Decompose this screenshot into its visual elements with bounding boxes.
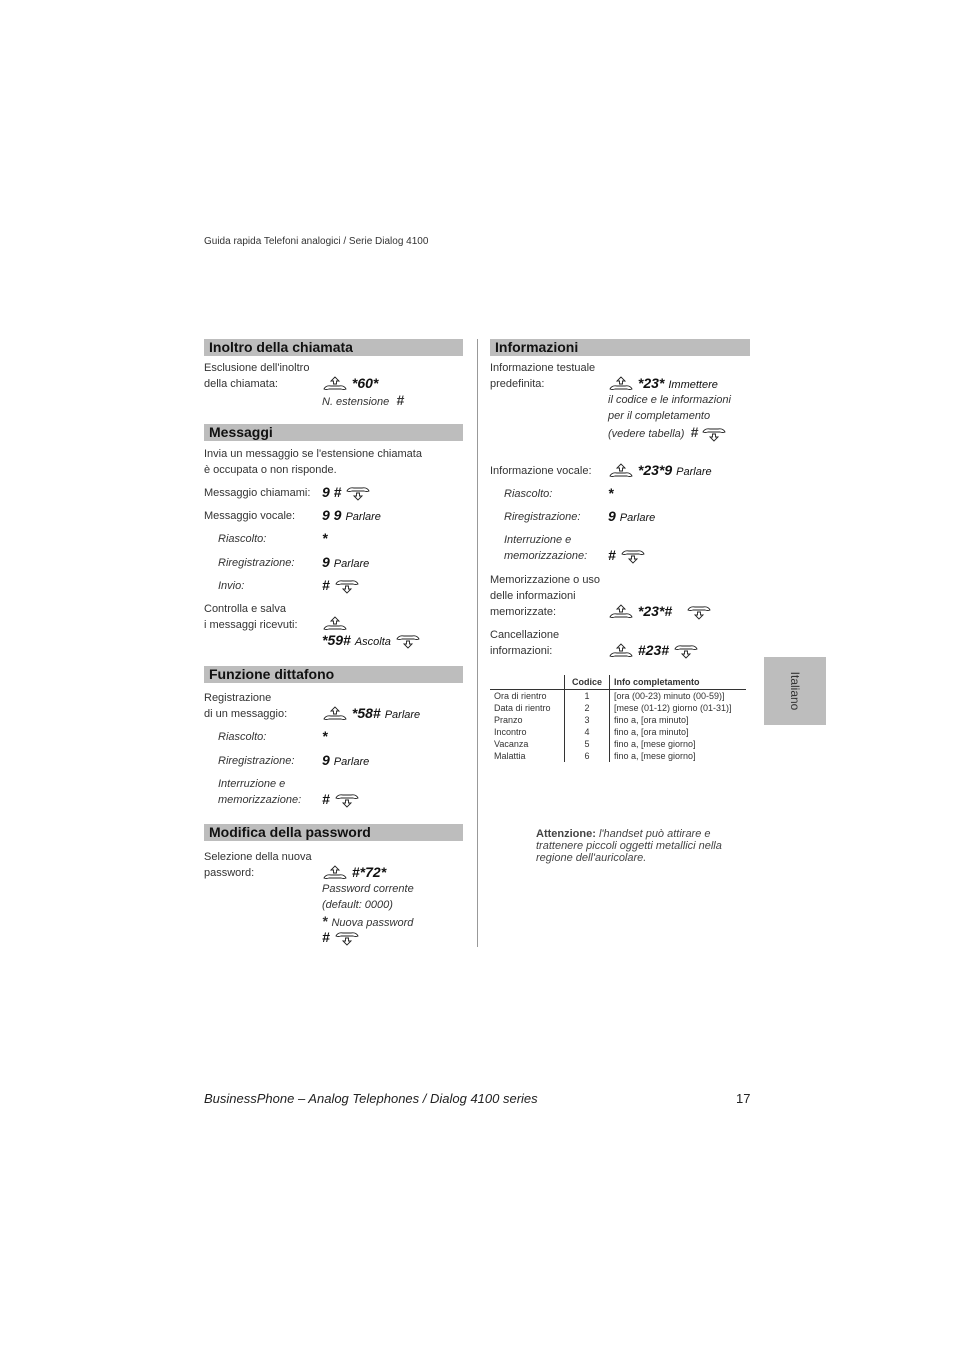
table-header-codice: Codice — [565, 675, 610, 690]
testuale-text-1: Immettere — [668, 379, 718, 391]
dittafono-riascolto-label: Riascolto: — [218, 731, 267, 743]
page-number: 17 — [736, 1091, 751, 1106]
info-vocale-code-text: *23*9 — [637, 462, 673, 478]
dittafono-int-2: memorizzazione: — [218, 794, 302, 806]
testuale-text-4-label: (vedere tabella) — [608, 428, 685, 440]
inoltro-label-2: della chiamata: — [204, 378, 278, 390]
controlla-code — [322, 632, 421, 650]
info-int-2: memorizzazione: — [504, 550, 588, 562]
rireg-parlare: Parlare — [333, 558, 370, 570]
dittafono-rireg-label: Riregistrazione: — [218, 755, 295, 767]
table-cell-code: 1 — [565, 690, 610, 703]
handset-replace-icon — [395, 633, 421, 649]
handset-replace-icon — [673, 643, 699, 659]
table-header-empty — [490, 675, 565, 690]
table-cell-info: [ora (00-23) minuto (00-59)] — [610, 690, 747, 703]
dittafono-code — [322, 705, 420, 723]
info-rireg-code — [608, 508, 655, 526]
handset-lift-icon — [322, 865, 348, 881]
testuale-text-4 — [608, 424, 727, 442]
testuale-label-2: predefinita: — [490, 378, 545, 390]
messaggi-intro-1: Invia un messaggio se l'estensione chiamata — [204, 448, 422, 460]
canc-label-1: Cancellazione — [490, 629, 560, 641]
section-title-messaggi: Messaggi — [204, 424, 463, 441]
dittafono-reg-2: di un messaggio: — [204, 708, 288, 720]
dittafono-int-code — [322, 791, 360, 808]
mem-code — [608, 603, 712, 620]
invio-code — [322, 577, 360, 594]
inoltro-hash: # — [396, 392, 405, 408]
info-vocale-parlare: Parlare — [676, 466, 712, 478]
rireg-code-text: 9 — [322, 554, 330, 570]
dittafono-code-text: *58# — [351, 705, 381, 721]
info-riascolto-label: Riascolto: — [504, 488, 553, 500]
dittafono-rireg-code — [322, 752, 369, 770]
password-default: (default: 0000) — [322, 899, 393, 911]
table-cell-name: Pranzo — [494, 715, 523, 725]
inoltro-code-text: *60* — [351, 375, 379, 391]
table-row — [490, 726, 746, 738]
invio-label: Invio: — [218, 580, 245, 592]
handset-lift-icon — [322, 706, 348, 722]
table-row — [490, 702, 746, 714]
table-row — [490, 738, 746, 750]
info-int-code — [608, 547, 646, 564]
column-divider — [477, 339, 478, 947]
info-rireg-label: Riregistrazione: — [504, 511, 581, 523]
vocale-label: Messaggio vocale: — [204, 510, 296, 522]
controlla-handset — [322, 615, 348, 633]
testuale-label-1: Informazione testuale — [490, 362, 596, 374]
handset-replace-icon — [701, 426, 727, 442]
section-title-dittafono: Funzione dittafono — [204, 666, 463, 683]
table-header-info: Info completamento — [610, 675, 747, 690]
table-cell-info: fino a, [mese giorno] — [610, 738, 747, 750]
vocale-parlare: Parlare — [345, 511, 381, 523]
section-title-inoltro: Inoltro della chiamata — [204, 339, 463, 356]
info-vocale-code — [608, 462, 712, 480]
testuale-code-text: *23* — [637, 375, 665, 391]
mem-label-2: delle informazioni — [490, 590, 576, 602]
rireg-code — [322, 554, 369, 572]
table-cell-info: fino a, [mese giorno] — [610, 750, 747, 762]
table-cell-code: 2 — [565, 702, 610, 714]
rireg-label: Riregistrazione: — [218, 557, 295, 569]
table-cell-name: Vacanza — [494, 739, 529, 749]
table-cell-name: Ora di rientro — [494, 691, 547, 701]
handset-replace-icon — [334, 578, 360, 594]
table-cell-info: [mese (01-12) giorno (01-31)] — [610, 702, 747, 714]
table-header-row — [490, 675, 746, 690]
table-cell-code: 4 — [565, 726, 610, 738]
table-row — [490, 714, 746, 726]
info-riascolto-code: * — [608, 485, 614, 501]
info-int-1: Interruzione e — [504, 534, 572, 546]
chiamami-code-text: 9 # — [322, 484, 342, 500]
messaggi-intro-2: è occupata o non risponde. — [204, 464, 337, 476]
controlla-label-1: Controlla e salva — [204, 603, 286, 615]
vocale-code-text: 9 9 — [322, 507, 342, 523]
riascolto-label: Riascolto: — [218, 533, 267, 545]
handset-lift-icon — [608, 376, 634, 392]
riascolto-code: * — [322, 530, 328, 546]
password-end — [322, 929, 360, 946]
handset-lift-icon — [608, 604, 634, 620]
table-cell-name: Incontro — [494, 727, 527, 737]
inoltro-code — [322, 375, 378, 392]
controlla-label-2: i messaggi ricevuti: — [204, 619, 298, 631]
testuale-code — [608, 375, 718, 393]
inoltro-ext — [322, 392, 404, 410]
handset-replace-icon — [334, 930, 360, 946]
info-int-code-text: # — [608, 547, 616, 563]
table-row — [490, 750, 746, 762]
chiamami-code — [322, 484, 371, 501]
dittafono-parlare: Parlare — [384, 709, 421, 721]
mem-code-text: *23*# — [637, 603, 673, 619]
inoltro-ext-label: N. estensione — [322, 396, 390, 408]
dittafono-rireg-code-text: 9 — [322, 752, 330, 768]
canc-code-text: #23# — [637, 642, 670, 658]
testuale-text-2: il codice e le informazioni — [608, 394, 731, 406]
info-rireg-parlare: Parlare — [619, 512, 656, 524]
info-completamento-table — [490, 675, 746, 762]
info-rireg-code-text: 9 — [608, 508, 616, 524]
handset-replace-icon — [345, 485, 371, 501]
inoltro-label-1: Esclusione dell'inoltro — [204, 362, 310, 374]
handset-lift-icon — [608, 463, 634, 479]
handset-replace-icon — [686, 604, 712, 620]
password-code — [322, 864, 386, 881]
mem-label-3: memorizzate: — [490, 606, 557, 618]
password-star: * — [322, 913, 328, 929]
dittafono-int-1: Interruzione e — [218, 778, 286, 790]
attention-note — [536, 828, 746, 864]
testuale-text-3: per il completamento — [608, 410, 711, 422]
canc-code — [608, 642, 699, 659]
dittafono-int-code-text: # — [322, 791, 330, 807]
section-title-informazioni: Informazioni — [490, 339, 750, 356]
table-cell-code: 6 — [565, 750, 610, 762]
language-tab — [764, 657, 826, 725]
info-vocale-label: Informazione vocale: — [490, 465, 592, 477]
handset-lift-icon — [322, 376, 348, 392]
password-hash: # — [322, 929, 330, 945]
password-new-label: Nuova password — [331, 917, 414, 929]
handset-replace-icon — [620, 548, 646, 564]
dittafono-rireg-parlare: Parlare — [333, 756, 370, 768]
dittafono-riascolto-code: * — [322, 728, 328, 744]
section-title-password: Modifica della password — [204, 824, 463, 841]
table-cell-code: 5 — [565, 738, 610, 750]
handset-replace-icon — [334, 792, 360, 808]
vocale-code — [322, 507, 381, 525]
canc-label-2: informazioni: — [490, 645, 553, 657]
password-code-text: #*72* — [351, 864, 387, 880]
password-label-1: Selezione della nuova — [204, 851, 312, 863]
mem-label-1: Memorizzazione o uso — [490, 574, 601, 586]
handset-lift-icon — [322, 616, 348, 632]
language-tab-label: Italiano — [788, 671, 802, 711]
password-label-2: password: — [204, 867, 255, 879]
testuale-hash: # — [690, 424, 699, 440]
invio-code-text: # — [322, 577, 330, 593]
controlla-ascolta: Ascolta — [354, 636, 391, 648]
note-bold: Attenzione: — [536, 828, 596, 840]
chiamami-label: Messaggio chiamami: — [204, 487, 311, 499]
table-cell-name: Data di rientro — [494, 703, 551, 713]
note-text: l'handset può attirare e trattenere piccoli oggetti metallici nella regione dell'auricolare. — [536, 828, 722, 864]
controlla-code-text: *59# — [322, 632, 351, 648]
dittafono-reg-1: Registrazione — [204, 692, 272, 704]
footer-title: BusinessPhone – Analog Telephones / Dialog 4100 series — [204, 1091, 538, 1106]
table-row — [490, 690, 746, 703]
running-header: Guida rapida Telefoni analogici / Serie Dialog 4100 — [204, 236, 429, 247]
table-cell-info: fino a, [ora minuto] — [610, 714, 747, 726]
table-cell-code: 3 — [565, 714, 610, 726]
table-cell-info: fino a, [ora minuto] — [610, 726, 747, 738]
table-cell-name: Malattia — [494, 751, 526, 761]
handset-lift-icon — [608, 643, 634, 659]
password-current: Password corrente — [322, 883, 414, 895]
